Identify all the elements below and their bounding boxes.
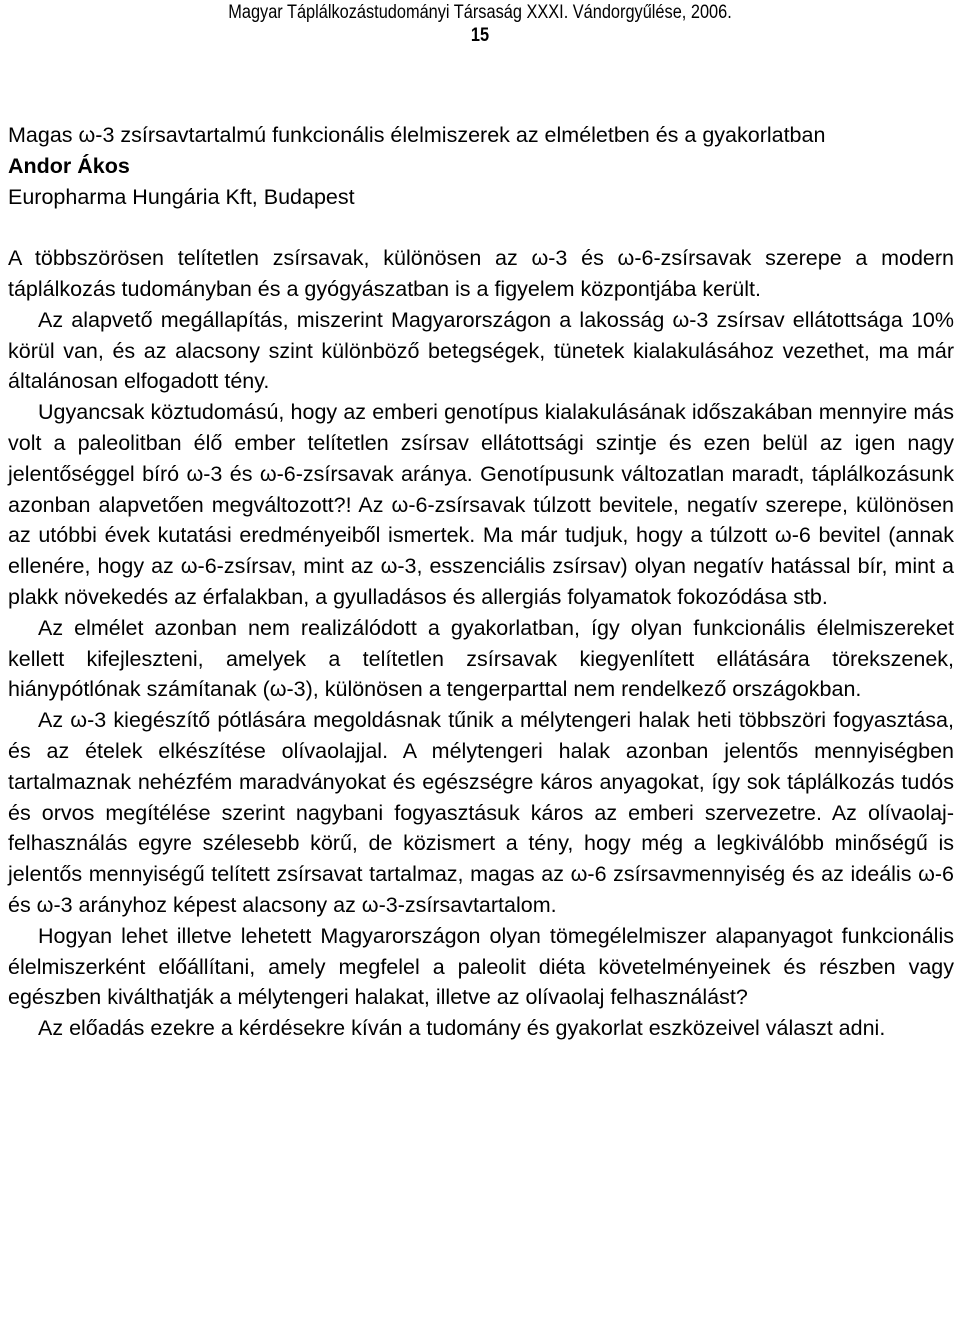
article [8,120,954,1044]
paragraph-intro: A többszörösen telítetlen zsírsavak, különösen az ω-3 és ω-6-zsírsavak szerepe a modern táplálkozás tudományban és a gyógyászatban is a figyelem központjába került. [8,246,954,301]
page-header [67,2,893,48]
paragraph-question: Hogyan lehet illetve lehetett Magyarországon olyan tömegélelmiszer alapanyagot funkcionális élelmiszerként előállítani, amely megfelel a paleolit diéta követelményeinek és részben vagy egészben kiválthatják a mélytengeri halakat, illetve az olívaolaj felhasználást? [8,923,954,1010]
paragraph-functional-foods: Az elmélet azonban nem realizálódott a gyakorlatban, így olyan funkcionális élelmiszereket kellett kifejleszteni, amelyek a telítetlen zsírsavak kiegyenlített ellátására törekszenek, hiánypótlónak számítanak (ω-3), különösen a tengerparttal nem rendelkező országokban. [8,615,954,702]
article-title: Magas ω-3 zsírsavtartalmú funkcionális élelmiszerek az elméletben és a gyakorlatban [8,123,826,147]
conference-title: Magyar Táplálkozástudományi Társaság XXXI. Vándorgyűlése, 2006. [228,2,732,23]
paragraph-omega3-supply: Az alapvető megállapítás, miszerint Magyarországon a lakosság ω-3 zsírsav ellátottsága 10% körül van, és az alacsony szint különböző betegségek, tünetek kialakulásához vezethet, ma már általánosan elfogadott tény. [8,307,954,394]
article-affiliation: Europharma Hungária Kft, Budapest [8,184,355,209]
page-number: 15 [470,25,490,46]
paragraph-genotype: Ugyancsak köztudomású, hogy az emberi genotípus kialakulásának időszakában mennyire más volt a paleolitban élő ember telítetlen zsírsav ellátottsági szintje és ezen belül az igen nagy jelentőséggel bíró ω-3 és ω-6-zsírsavak aránya. Genotípusunk változatlan maradt, táplálkozásunk azonban alapvetően megváltozott?! Az ω-6-zsírsavak túlzott bevitele, negatív szerepe, különösen az utóbbi évek kutatási eredményeiből ismertek. Ma már tudjuk, hogy a túlzott ω-6 bevitel (annak ellenére, hogy az ω-6-zsírsav, mint az ω-3, esszenciális zsírsav) olyan negatív hatással bír, mint a plakk növekedés az érfalakban, a gyulladásos és allergiás folyamatok fokozódása stb. [8,400,954,609]
paragraph-conclusion: Az előadás ezekre a kérdésekre kíván a tudomány és gyakorlat eszközeivel választ adni. [38,1016,886,1041]
paragraph-fish-olive-oil: Az ω-3 kiegészítő pótlására megoldásnak tűnik a mélytengeri halak heti többszöri fogyasztása, és az ételek elkészítése olívaolajjal. A mélytengeri halak azonban jelentős mennyiségben tartalmaznak nehézfém maradványokat és egészségre káros anyagokat, így sok táplálkozás tudós és orvos megítélése szerint nagybani fogyasztásuk káros az emberi szervezetre. Az olívaolaj-felhasználás egyre szélesebb körű, de közismert a tény, hogy még a legkiválóbb minőségű is jelentős mennyiségű telített zsírsavat tartalmaz, magas az ω-6 zsírsavmennyiség és az ideális ω-6 és ω-3 arányhoz képest alacsony az ω-3-zsírsavtartalom. [8,708,954,917]
article-author: Andor Ákos [8,153,130,178]
